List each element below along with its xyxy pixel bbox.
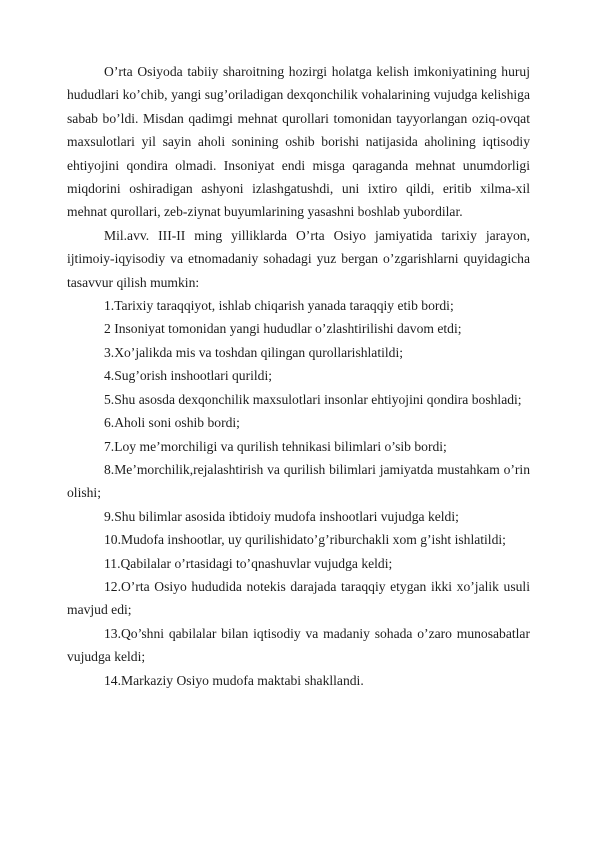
list-item-8: 8.Me’morchilik,rejalashtirish va qurilish bilimlari jamiyatda mustahkam o’rin olishi; <box>67 461 530 501</box>
list-item-4: 4.Sug’orish inshootlari qurildi; <box>104 368 273 384</box>
list-item-6: 6.Aholi soni oshib bordi; <box>104 415 240 431</box>
list-item-11: 11.Qabilalar o’rtasidagi to’qnashuvlar vujudga keldi; <box>104 555 393 571</box>
document-page <box>67 60 530 692</box>
intro-paragraph-2: Mil.avv. III-II ming yilliklarda O’rta Osiyo jamiyatida tarixiy jarayon, ijtimoiy-iqyisodiy va etnomadaniy sohadagi yuz bergan o’zgarishlarni quyidagicha tasavvur qilish mumkin: <box>67 227 530 290</box>
list-item-10: 10.Mudofa inshootlar, uy qurilishidato’g’riburchakli xom g’isht ishlatildi; <box>104 532 506 548</box>
list-item-5: 5.Shu asosda dexqonchilik maxsulotlari insonlar ehtiyojini qondira boshladi; <box>104 391 522 407</box>
list-item-13: 13.Qo’shni qabilalar bilan iqtisodiy va madaniy sohada o’zaro munosabatlar vujudga keldi; <box>67 625 530 665</box>
list-item-3: 3.Xo’jalikda mis va toshdan qilingan qurollarishlatildi; <box>104 344 404 360</box>
list-item-7: 7.Loy me’morchiligi va qurilish tehnikasi bilimlari o’sib bordi; <box>104 438 447 454</box>
list-item-14: 14.Markaziy Osiyo mudofa maktabi shakllandi. <box>104 672 364 688</box>
list-item-1: 1.Tarixiy taraqqiyot, ishlab chiqarish yanada taraqqiy etib bordi; <box>104 298 454 314</box>
intro-paragraph-1: O’rta Osiyoda tabiiy sharoitning hozirgi holatga kelish imkoniyatining huruj hududlari ko’chib, yangi sug’oriladigan dexqonchilik vohalarining vujudga kelishiga sabab bo’ldi. Misdan qadimgi mehnat qurollari tomonidan tayyorlangan oziq-ovqat maxsulotlari yil sayin aholi sonining oshib borishi natijasida aholining iqtisodiy ehtiyojini qondira olmadi. Insoniyat endi misga qaraganda mehnat unumdorligi miqdorini oshiradigan ashyoni izlashgatushdi, uni ixtiro qildi, eritib xilma-xil mehnat qurollari, zeb-ziynat buyumlarining yasashni boshlab yubordilar. <box>67 64 530 220</box>
list-item-9: 9.Shu bilimlar asosida ibtidoiy mudofa inshootlari vujudga keldi; <box>104 508 459 524</box>
list-item-2: 2 Insoniyat tomonidan yangi hududlar o’zlashtirilishi davom etdi; <box>104 321 462 337</box>
list-item-12: 12.O’rta Osiyo hududida notekis darajada taraqqiy etygan ikki xo’jalik usuli mavjud edi; <box>67 578 530 618</box>
